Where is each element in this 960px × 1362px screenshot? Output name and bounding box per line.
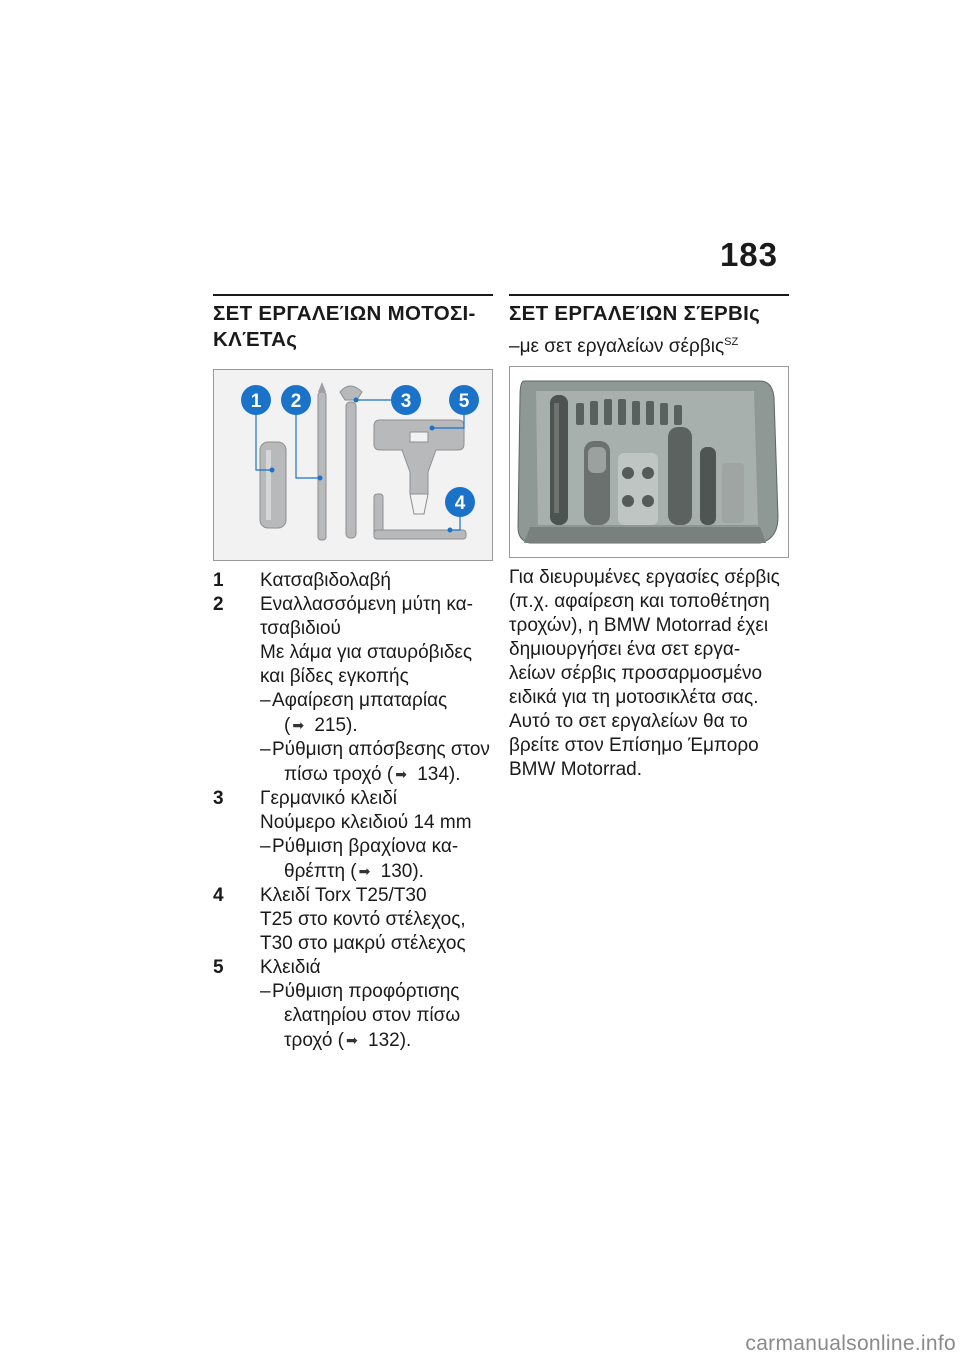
paragraph-line: (π.χ. αφαίρεση και τοποθέτηση — [509, 591, 770, 612]
subtitle-text: –με σετ εργαλείων σέρβις — [509, 336, 725, 357]
item-number: 2 — [213, 594, 224, 615]
dash-item — [260, 738, 493, 787]
page-reference[interactable] — [272, 762, 493, 787]
item-text: T25 στο κοντό στέλεχος, — [260, 909, 466, 930]
ref-page: 134). — [417, 764, 461, 785]
list-item — [213, 787, 493, 884]
ref-prefix: ( — [284, 715, 291, 736]
item-number: 3 — [213, 788, 224, 809]
list-item — [213, 884, 493, 956]
paragraph-line: Αυτό το σετ εργαλείων θα το — [509, 711, 748, 732]
ref-prefix: θρέπτη ( — [284, 861, 357, 882]
dash-text: – Ρύθμιση βραχίονα κα- — [272, 836, 459, 857]
item-text: Με λάμα για σταυρόβιδες — [260, 642, 473, 663]
ref-prefix: πίσω τροχό ( — [284, 764, 394, 785]
paragraph-line: λείων σέρβις προσαρμοσμένο — [509, 663, 763, 684]
watermark-link[interactable]: carmanualsonline.info — [745, 1332, 956, 1355]
arrow-right-icon: ➡ — [346, 1032, 358, 1048]
paragraph-line: βρείτε στον Επίσημο Έμπορο — [509, 735, 759, 756]
screwdriver-bit-icon — [318, 382, 326, 540]
item-text: Κλειδί Torx T25/T30 — [260, 885, 427, 906]
ref-page: 130). — [380, 861, 424, 882]
service-kit-illustration — [510, 367, 788, 557]
tool-list — [213, 569, 493, 1053]
item-text: Νούμερο κλειδιού 14 mm — [260, 812, 472, 833]
list-item — [213, 593, 493, 787]
dash-text: – Ρύθμιση προφόρτισης — [272, 981, 460, 1002]
dash-text: – Ρύθμιση απόσβεσης στον — [272, 739, 490, 760]
subtitle-superscript: SZ — [724, 336, 739, 348]
callout-1: 1 — [250, 391, 262, 412]
ref-page: 215). — [314, 715, 358, 736]
section-title-service-tools: ΣΕΤ ΕΡΓΑΛΕΊΩΝ ΣΈΡΒΙς — [509, 294, 789, 327]
right-column — [509, 294, 789, 782]
paragraph-line: BMW Motorrad. — [509, 759, 643, 780]
item-number: 4 — [213, 885, 224, 906]
ref-prefix: τροχό ( — [284, 1030, 345, 1051]
tool-kit-figure — [213, 369, 493, 561]
page-number: 183 — [719, 236, 778, 273]
arrow-right-icon: ➡ — [395, 766, 407, 782]
paragraph-line: Για διευρυμένες εργασίες σέρβις — [509, 567, 780, 588]
item-text: και βίδες εγκοπής — [260, 666, 409, 687]
arrow-right-icon: ➡ — [292, 717, 305, 733]
arrow-right-icon: ➡ — [358, 863, 371, 879]
list-item — [213, 569, 493, 593]
dash-text: ελατηρίου στον πίσω — [284, 1005, 461, 1026]
section-title-motorcycle-tools — [213, 294, 493, 353]
title-line: ΚΛΈΤΑς — [213, 328, 298, 351]
service-kit-photo — [509, 366, 789, 558]
tool-kit-illustration — [214, 370, 492, 560]
callout-4: 4 — [454, 493, 466, 514]
dash-item — [260, 689, 493, 738]
item-number: 5 — [213, 957, 224, 978]
title-line: ΣΕΤ ΕΡΓΑΛΕΊΩΝ ΜΟΤΟΣΙ- — [213, 302, 476, 325]
paragraph-line: ειδικά για τη μοτοσικλέτα σας. — [509, 687, 759, 708]
page-reference[interactable] — [272, 713, 493, 738]
item-number: 1 — [213, 570, 224, 591]
left-column — [213, 294, 493, 1053]
item-text: Κατσαβιδολαβή — [260, 570, 391, 591]
item-text: Γερμανικό κλειδί — [260, 788, 397, 809]
item-text: Κλειδιά — [260, 957, 321, 978]
paragraph-line: τροχών), η BMW Motorrad έχει — [509, 615, 769, 636]
ref-page: 132). — [368, 1030, 412, 1051]
item-text: Εναλλασσόμενη μύτη κα- — [260, 594, 473, 615]
callout-3: 3 — [400, 391, 412, 412]
callout-5: 5 — [458, 391, 470, 412]
dash-text: – Αφαίρεση μπαταρίας — [272, 690, 448, 711]
dash-item — [260, 980, 493, 1053]
item-text: τσαβιδιού — [260, 618, 341, 639]
screwdriver-handle-icon — [260, 442, 286, 528]
list-item — [213, 956, 493, 1053]
page-reference[interactable] — [272, 1028, 493, 1053]
item-text: T30 στο μακρύ στέλεχος — [260, 933, 466, 954]
page-reference[interactable] — [272, 859, 493, 884]
subtitle — [509, 329, 789, 360]
callout-2: 2 — [290, 391, 302, 412]
paragraph-line: δημιουργήσει ένα σετ εργα- — [509, 639, 741, 660]
dash-item — [260, 835, 493, 884]
service-kit-description — [509, 566, 789, 782]
